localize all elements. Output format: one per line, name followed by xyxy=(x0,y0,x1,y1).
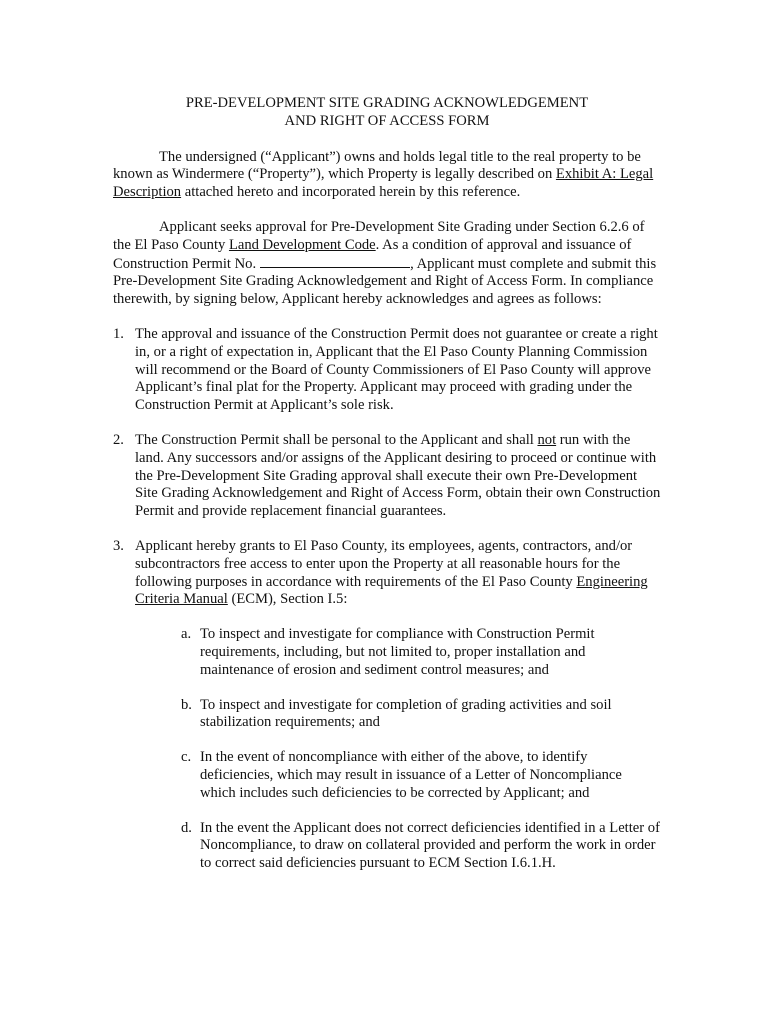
intro-text: The undersigned (“Applicant”) owns and holds legal title to the real property to be known as Windermere (“Property”), which Property is legally described on xyxy=(113,148,641,183)
intro-tail: attached hereto and incorporated herein by this reference. xyxy=(181,184,521,201)
exhibit-a-reference: Exhibit A: Legal Description xyxy=(113,166,654,201)
sub-item-letter: a. xyxy=(181,626,192,643)
ecm-reference: Engineering Criteria Manual xyxy=(135,573,648,608)
item-text-pre: Applicant hereby grants to El Paso County, its employees, agents, contractors, and/or subcontractors free access to enter upon the Property at all reasonable hours for the following purposes in accordance with requirements of the El Paso County xyxy=(135,537,633,590)
item-text: The approval and issuance of the Construction Permit does not guarantee or create a right in, or a right of expectation in, Applicant that the El Paso County Planning Commission will recommend or the Board of County Commissioners of El Paso County will approve Applicant’s final plat for the Property. Applicant may proceed with grading under the Construction Permit at Applicant’s sole risk. xyxy=(135,325,658,414)
item-number: 1. xyxy=(113,325,124,342)
approval-start: Applicant seeks approval for Pre-Development Site Grading under Section 6.2.6 of the El Paso County xyxy=(113,218,645,253)
item-number: 3. xyxy=(113,537,124,554)
sub-item-text: To inspect and investigate for completion of grading activities and soil stabilization requirements; and xyxy=(200,696,612,731)
emphasis-not: not xyxy=(537,431,557,448)
title-line-1: PRE-DEVELOPMENT SITE GRADING ACKNOWLEDGEMENT xyxy=(185,95,589,111)
sub-item-text: In the event the Applicant does not correct deficiencies identified in a Letter of Noncompliance, to draw on collateral provided and perform the work in order to correct said deficiencies pursuant to ECM Section I.6.1.H. xyxy=(200,819,660,872)
sub-item-letter: d. xyxy=(181,819,192,836)
sub-item-letter: b. xyxy=(181,696,192,713)
item-text-post: run with the land. Any successors and/or assigns of the Applicant desiring to proceed or continue with the Pre-Development Site Grading approval shall execute their own Pre-Development Site Grading Acknowledgement and Right of Access Form, obtain their own Construction Permit and provide replacement financial guarantees. xyxy=(135,431,661,520)
sub-item-letter: c. xyxy=(181,749,192,766)
numbered-item-1 xyxy=(113,326,661,415)
document-body xyxy=(113,95,661,873)
approval-paragraph xyxy=(113,219,661,309)
numbered-item-2 xyxy=(113,432,661,521)
sub-item-d xyxy=(181,820,661,873)
sub-item-text: To inspect and investigate for compliance with Construction Permit requirements, including, but not limited to, proper installation and maintenance of erosion and sediment control measures; and xyxy=(200,626,595,678)
permit-number-blank xyxy=(260,255,410,268)
sub-item-b xyxy=(181,697,661,733)
sub-item-text: In the event of noncompliance with either of the above, to identify deficiencies, which may result in issuance of a Letter of Noncompliance which includes such deficiencies to be corrected by Applicant; and xyxy=(200,749,622,801)
sub-list xyxy=(181,626,661,873)
approval-after-blank: , Applicant must complete and submit this Pre-Development Site Grading Acknowledgement and Right of Access Form. In compliance therewith, by signing below, Applicant hereby acknowledges and agrees as follows: xyxy=(113,255,657,308)
title-line-2: AND RIGHT OF ACCESS FORM xyxy=(284,112,490,129)
item-text-post: (ECM), Section I.5: xyxy=(227,591,348,608)
sub-item-a xyxy=(181,626,661,679)
numbered-item-3 xyxy=(113,538,661,609)
land-development-code-reference: Land Development Code xyxy=(228,236,376,253)
document-title xyxy=(113,95,661,131)
approval-mid: . As a condition of approval and issuance of Construction Permit No. xyxy=(113,236,632,272)
item-text-pre: The Construction Permit shall be personal to the Applicant and shall xyxy=(135,431,538,448)
intro-paragraph xyxy=(113,149,661,202)
sub-item-c xyxy=(181,749,661,802)
item-number: 2. xyxy=(113,431,124,448)
